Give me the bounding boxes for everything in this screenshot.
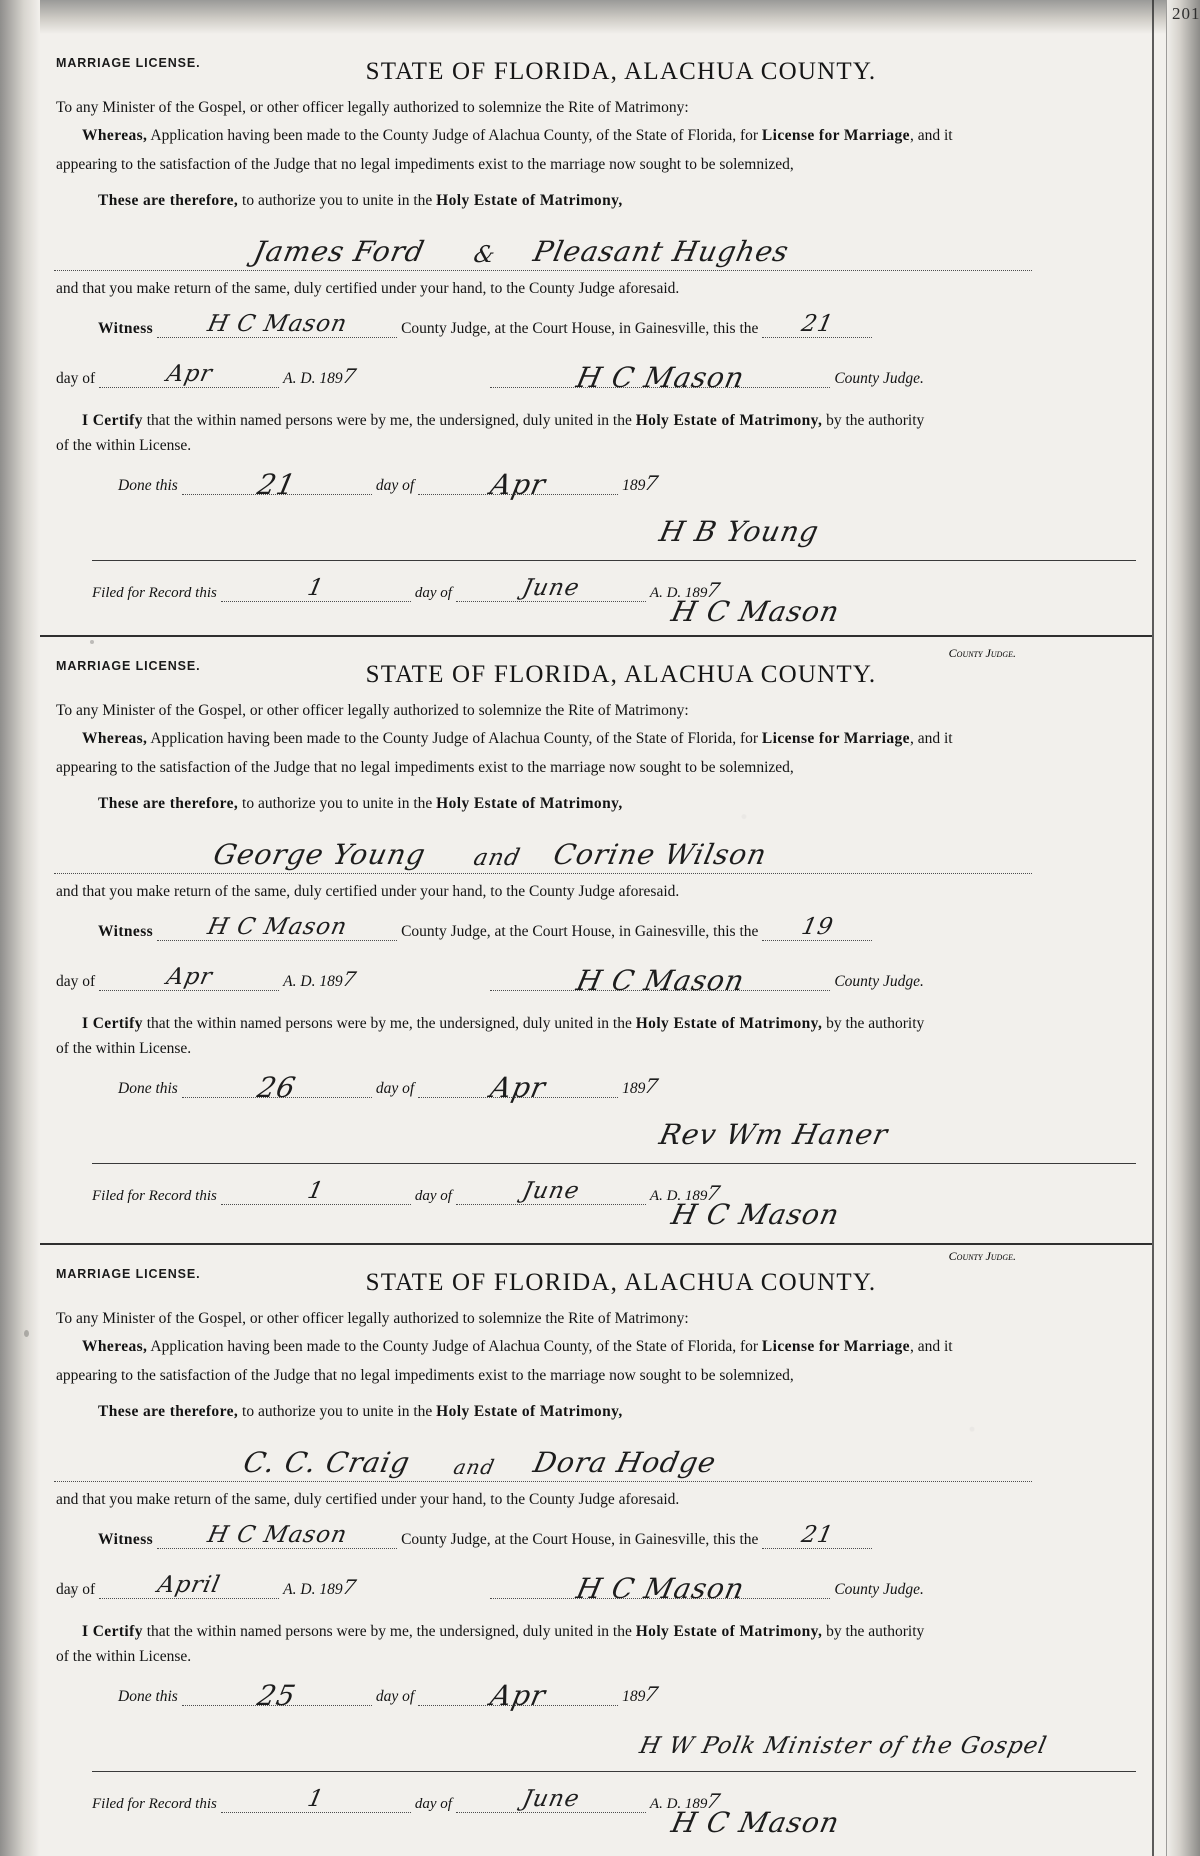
filed-day-of-label: day of xyxy=(414,1795,452,1812)
authorize-text: to authorize you to unite in the xyxy=(242,1402,433,1420)
whereas-word: Whereas, xyxy=(82,126,148,144)
courthouse-text: County Judge, at the Court House, in Gainesville, this the xyxy=(401,922,759,940)
married-month: Apr xyxy=(487,1678,549,1712)
license-month: Apr xyxy=(163,360,215,387)
filed-day: 1 xyxy=(305,1785,327,1812)
certify-tail: by the authority xyxy=(826,1622,925,1640)
married-day: 26 xyxy=(254,1070,300,1104)
done-this-label: Done this xyxy=(118,476,178,494)
filed-for-record-block xyxy=(92,1771,1136,1856)
license-day: 19 xyxy=(798,913,836,940)
certify-text: that the within named persons were by me, the undersigned, duly united in the xyxy=(146,411,632,429)
married-month: Apr xyxy=(487,467,549,501)
filed-ad-label: A. D. 189 xyxy=(649,1795,708,1812)
filed-day-field xyxy=(221,1782,411,1813)
couple-names-row xyxy=(54,817,1032,874)
certify-tail: by the authority xyxy=(826,411,925,429)
whereas-text: Application having been made to the County Judge of Alachua County, of the State of Florida, for xyxy=(150,729,759,747)
filed-day: 1 xyxy=(305,1177,327,1204)
within-license-line: of the within License. xyxy=(56,437,192,454)
married-day: 25 xyxy=(254,1678,300,1712)
record-label: MARRIAGE LICENSE. xyxy=(56,1267,201,1281)
filed-month: June xyxy=(519,1177,582,1204)
minister-signature: Rev Wm Haner xyxy=(656,1117,892,1151)
witness-row xyxy=(40,910,1152,950)
minister-address-line: To any Minister of the Gospel, or other officer legally authorized to solemnize the Rite of Matrimony: xyxy=(56,99,689,116)
year-label: 189 xyxy=(622,1687,646,1705)
judge-signature-field xyxy=(490,1568,830,1605)
record-heading: STATE OF FLORIDA, ALACHUA COUNTY. xyxy=(365,661,877,688)
these-are-therefore-text: These are therefore, xyxy=(98,191,239,209)
filed-ad-label: A. D. 189 xyxy=(649,1187,708,1204)
license-for-marriage-text: License for Marriage xyxy=(761,729,910,747)
whereas-paragraph xyxy=(82,128,1152,144)
whereas-text: Application having been made to the County Judge of Alachua County, of the State of Florida, for xyxy=(150,1337,759,1355)
witness-row xyxy=(40,307,1152,347)
courthouse-text: County Judge, at the Court House, in Gainesville, this the xyxy=(401,319,759,337)
scan-edge-top xyxy=(0,0,1200,34)
filed-ad-label: A. D. 189 xyxy=(649,584,708,601)
married-month-field xyxy=(418,1067,618,1104)
done-this-label: Done this xyxy=(118,1079,178,1097)
whereas-tail: , and it xyxy=(909,729,953,747)
scan-edge-right xyxy=(1166,0,1200,1856)
certify-text: that the within named persons were by me, the undersigned, duly united in the xyxy=(146,1014,632,1032)
license-for-marriage-text: License for Marriage xyxy=(761,1337,910,1355)
judge-signature: H C Mason xyxy=(573,360,748,394)
minister-signature-row xyxy=(600,1719,1152,1763)
judge-signature-field xyxy=(490,960,830,997)
certify-tail: by the authority xyxy=(826,1014,925,1032)
holy-estate-text: Holy Estate of Matrimony, xyxy=(436,794,623,812)
judge-signature: H C Mason xyxy=(573,1571,748,1605)
filed-year: 7 xyxy=(704,1180,724,1205)
license-month-field xyxy=(99,960,279,991)
filed-day-of-label: day of xyxy=(414,584,452,601)
witness-label: Witness xyxy=(98,1530,154,1548)
holy-estate-text: Holy Estate of Matrimony, xyxy=(436,191,623,209)
day-of-label-2: day of xyxy=(375,476,415,494)
filed-day-field xyxy=(221,1174,411,1205)
filed-month: June xyxy=(519,574,582,601)
minister-signature-row xyxy=(600,1111,1152,1155)
witness-signature: H C Mason xyxy=(204,1521,350,1548)
married-year: 7 xyxy=(642,1073,662,1098)
filed-month-field xyxy=(456,571,646,602)
courthouse-text: County Judge, at the Court House, in Gainesville, this the xyxy=(401,1530,759,1548)
license-month: April xyxy=(155,1571,223,1598)
holy-estate-text-2: Holy Estate of Matrimony, xyxy=(635,1622,823,1640)
whereas-paragraph xyxy=(82,1339,1152,1355)
witness-signature: H C Mason xyxy=(204,913,350,940)
whereas-word: Whereas, xyxy=(82,729,148,747)
married-day-field xyxy=(182,1675,372,1712)
therefore-line xyxy=(98,193,1152,209)
license-month-field xyxy=(99,357,279,388)
filed-judge-signature: H C Mason xyxy=(668,1805,843,1839)
witness-label: Witness xyxy=(98,319,154,337)
judge-signature: H C Mason xyxy=(573,963,748,997)
year-label: 189 xyxy=(622,476,646,494)
license-day-field xyxy=(762,910,872,941)
whereas-paragraph xyxy=(82,731,1152,747)
therefore-line xyxy=(98,1404,1152,1420)
license-date-row xyxy=(40,357,1152,397)
filed-label: Filed for Record this xyxy=(92,1795,217,1812)
filed-label: Filed for Record this xyxy=(92,1187,217,1204)
done-this-row xyxy=(40,464,1152,504)
license-year: 7 xyxy=(340,966,359,991)
holy-estate-text-2: Holy Estate of Matrimony, xyxy=(635,411,823,429)
whereas-text: Application having been made to the County Judge of Alachua County, of the State of Florida, for xyxy=(150,126,759,144)
day-of-label: day of xyxy=(56,972,96,990)
page-rule-right-inner xyxy=(1166,0,1167,1856)
filed-year: 7 xyxy=(704,577,724,602)
therefore-line xyxy=(98,796,1152,812)
license-day: 21 xyxy=(798,310,836,337)
married-month-field xyxy=(418,464,618,501)
certify-word: I Certify xyxy=(82,1622,143,1640)
filed-month-field xyxy=(456,1782,646,1813)
county-judge-label: County Judge. xyxy=(834,972,924,990)
document-content xyxy=(40,34,1152,1839)
done-this-row xyxy=(40,1675,1152,1715)
record-heading: STATE OF FLORIDA, ALACHUA COUNTY. xyxy=(365,1269,877,1296)
groom-name: George Young xyxy=(210,838,429,871)
married-year: 7 xyxy=(642,1681,662,1706)
marriage-license-record xyxy=(40,1245,1152,1839)
certify-paragraph xyxy=(82,1624,1152,1640)
return-line: and that you make return of the same, duly certified under your hand, to the County Judge aforesaid. xyxy=(56,883,680,900)
done-this-label: Done this xyxy=(118,1687,178,1705)
license-year: 7 xyxy=(340,1574,359,1599)
ad-label: A. D. 189 xyxy=(283,1580,343,1598)
couple-names-row xyxy=(54,214,1032,271)
day-of-label-2: day of xyxy=(375,1687,415,1705)
witness-row xyxy=(40,1518,1152,1558)
filed-label: Filed for Record this xyxy=(92,584,217,601)
scan-edge-left xyxy=(0,0,40,1856)
married-day: 21 xyxy=(254,467,300,501)
filed-day-field xyxy=(221,571,411,602)
names-conjunction: and xyxy=(451,1455,498,1479)
bride-name: Dora Hodge xyxy=(530,1446,720,1479)
filed-judge-signature: H C Mason xyxy=(668,594,843,628)
certify-paragraph xyxy=(82,413,1152,429)
scan-speck xyxy=(24,1330,29,1337)
record-label: MARRIAGE LICENSE. xyxy=(56,659,201,673)
appearing-line: appearing to the satisfaction of the Judge that no legal impediments exist to the marriage now sought to be solemnized, xyxy=(56,1367,794,1384)
certify-paragraph xyxy=(82,1016,1152,1032)
record-label: MARRIAGE LICENSE. xyxy=(56,56,201,70)
return-line: and that you make return of the same, duly certified under your hand, to the County Judge aforesaid. xyxy=(56,280,680,297)
appearing-line: appearing to the satisfaction of the Judge that no legal impediments exist to the marriage now sought to be solemnized, xyxy=(56,156,794,173)
license-for-marriage-text: License for Marriage xyxy=(761,126,910,144)
certify-word: I Certify xyxy=(82,1014,143,1032)
record-heading: STATE OF FLORIDA, ALACHUA COUNTY. xyxy=(365,58,877,85)
year-label: 189 xyxy=(622,1079,646,1097)
couple-names-row xyxy=(54,1425,1032,1482)
married-year: 7 xyxy=(642,470,662,495)
witness-signature: H C Mason xyxy=(204,310,350,337)
witness-signature-field xyxy=(157,307,397,338)
minister-address-line: To any Minister of the Gospel, or other officer legally authorized to solemnize the Rite of Matrimony: xyxy=(56,702,689,719)
day-of-label: day of xyxy=(56,1580,96,1598)
holy-estate-text-2: Holy Estate of Matrimony, xyxy=(635,1014,823,1032)
authorize-text: to authorize you to unite in the xyxy=(242,794,433,812)
filed-month-field xyxy=(456,1174,646,1205)
license-day: 21 xyxy=(798,1521,836,1548)
authorize-text: to authorize you to unite in the xyxy=(242,191,433,209)
witness-label: Witness xyxy=(98,922,154,940)
these-are-therefore-text: These are therefore, xyxy=(98,794,239,812)
certify-word: I Certify xyxy=(82,411,143,429)
married-month: Apr xyxy=(487,1070,549,1104)
groom-name: James Ford xyxy=(250,235,428,268)
married-month-field xyxy=(418,1675,618,1712)
ad-label: A. D. 189 xyxy=(283,972,343,990)
license-day-field xyxy=(762,307,872,338)
minister-signature-row xyxy=(600,508,1152,552)
whereas-tail: , and it xyxy=(909,1337,953,1355)
license-date-row xyxy=(40,960,1152,1000)
names-conjunction: & xyxy=(471,242,499,268)
bride-name: Corine Wilson xyxy=(550,838,771,871)
marriage-license-record xyxy=(40,34,1152,660)
whereas-tail: , and it xyxy=(909,126,953,144)
license-date-row xyxy=(40,1568,1152,1608)
groom-name: C. C. Craig xyxy=(240,1446,414,1479)
county-judge-label: County Judge. xyxy=(834,1580,924,1598)
license-month-field xyxy=(99,1568,279,1599)
license-year: 7 xyxy=(340,363,359,388)
these-are-therefore-text: These are therefore, xyxy=(98,1402,239,1420)
filed-year: 7 xyxy=(704,1788,724,1813)
holy-estate-text: Holy Estate of Matrimony, xyxy=(436,1402,623,1420)
filed-day: 1 xyxy=(305,574,327,601)
married-day-field xyxy=(182,464,372,501)
day-of-label-2: day of xyxy=(375,1079,415,1097)
minister-signature: H W Polk Minister of the Gospel xyxy=(637,1732,1050,1759)
page-rule-right xyxy=(1152,0,1154,1856)
bride-name: Pleasant Hughes xyxy=(530,235,793,268)
filed-month: June xyxy=(519,1785,582,1812)
witness-signature-field xyxy=(157,1518,397,1549)
county-judge-label: County Judge. xyxy=(834,369,924,387)
within-license-line: of the within License. xyxy=(56,1040,192,1057)
return-line: and that you make return of the same, duly certified under your hand, to the County Judge aforesaid. xyxy=(56,1491,680,1508)
certify-text: that the within named persons were by me, the undersigned, duly united in the xyxy=(146,1622,632,1640)
within-license-line: of the within License. xyxy=(56,1648,192,1665)
done-this-row xyxy=(40,1067,1152,1107)
day-of-label: day of xyxy=(56,369,96,387)
minister-address-line: To any Minister of the Gospel, or other officer legally authorized to solemnize the Rite of Matrimony: xyxy=(56,1310,689,1327)
license-month: Apr xyxy=(163,963,215,990)
page-number: 201 xyxy=(1172,4,1200,23)
names-conjunction: and xyxy=(471,845,524,871)
filed-judge-signature: H C Mason xyxy=(668,1197,843,1231)
appearing-line: appearing to the satisfaction of the Judge that no legal impediments exist to the marriage now sought to be solemnized, xyxy=(56,759,794,776)
whereas-word: Whereas, xyxy=(82,1337,148,1355)
witness-signature-field xyxy=(157,910,397,941)
filed-day-of-label: day of xyxy=(414,1187,452,1204)
minister-signature: H B Young xyxy=(656,514,823,548)
license-day-field xyxy=(762,1518,872,1549)
ad-label: A. D. 189 xyxy=(283,369,343,387)
married-day-field xyxy=(182,1067,372,1104)
marriage-license-record xyxy=(40,637,1152,1263)
filed-county-judge-caption: County Judge. xyxy=(948,645,1016,660)
filed-county-judge-caption: County Judge. xyxy=(948,1248,1016,1263)
judge-signature-field xyxy=(490,357,830,394)
